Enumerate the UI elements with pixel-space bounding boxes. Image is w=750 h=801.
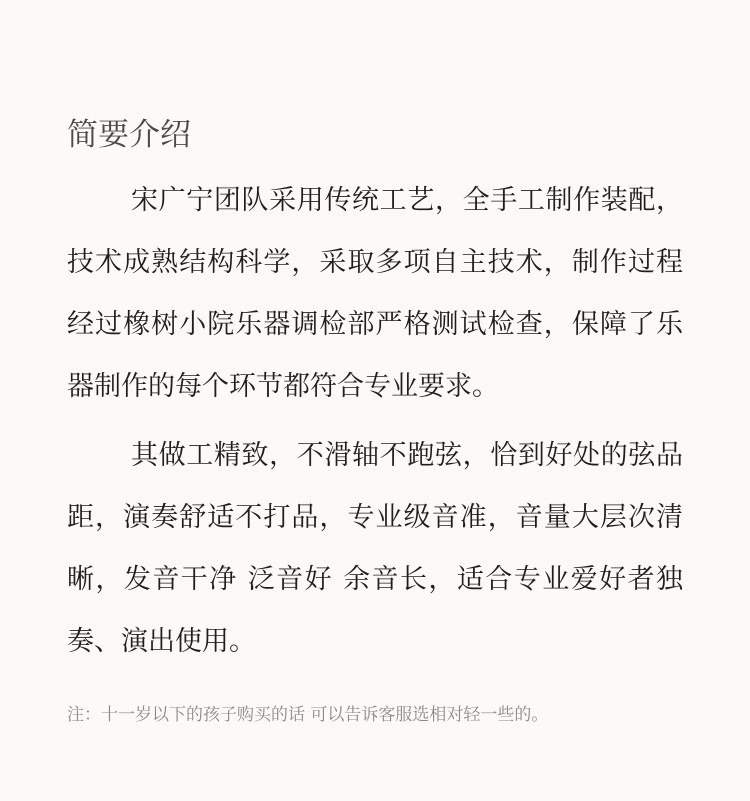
section-title: 简要介绍 bbox=[67, 117, 191, 153]
intro-paragraph-craftsmanship: 宋广宁团队采用传统工艺，全手工制作装配，技术成熟结构科学，采取多项自主技术，制作过程经过橡树小院乐器调检部严格测试检查，保障了乐器制作的每个环节都符合专业要求。 bbox=[67, 185, 683, 402]
intro-paragraph-playability: 其做工精致，不滑轴不跑弦，恰到好处的弦品距，演奏舒适不打品，专业级音准，音量大层次清晰，发音干净 泛音好 余音长，适合专业爱好者独奏、演出使用。 bbox=[67, 440, 683, 657]
footnote: 注：十一岁以下的孩子购买的话 可以告诉客服选相对轻一些的。 bbox=[67, 705, 549, 725]
